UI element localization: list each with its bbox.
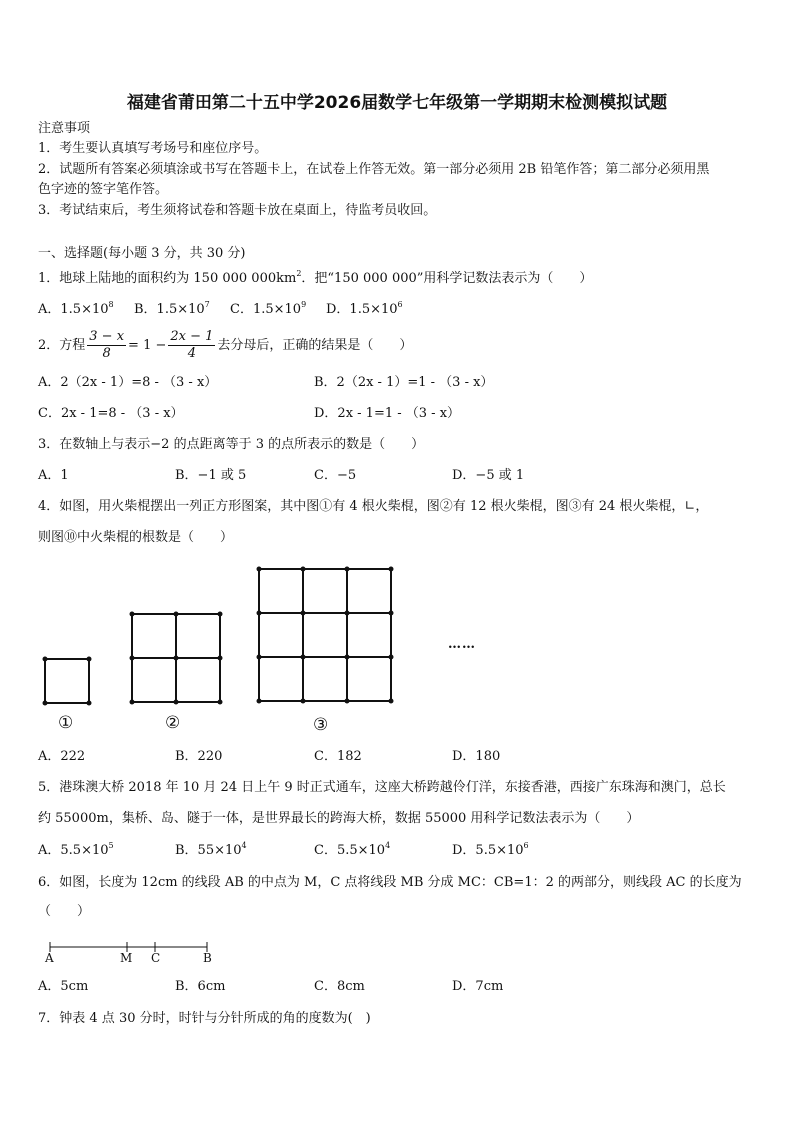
question-2 bbox=[38, 326, 412, 366]
q6-option-d[interactable]: D．7cm bbox=[452, 979, 504, 994]
question-7: 7．钟表 4 点 30 分时，时针与分针所成的角的度数为( ) bbox=[38, 1011, 371, 1026]
point-a-label: A bbox=[45, 951, 54, 965]
q2-option-a[interactable]: A．2（2x - 1）=8 - （3 - x） bbox=[38, 375, 218, 390]
point-c-label: C bbox=[151, 951, 161, 965]
figure-1-label: ① bbox=[58, 713, 74, 733]
q1-text-a: 1．地球上陆地的面积约为 150 000 000km bbox=[38, 271, 297, 286]
question-5-line-2: 约 55000m，集桥、岛、隧于一体，是世界最长的跨海大桥，数据 55000 用科学记数法表示为（ ） bbox=[38, 811, 640, 826]
q3-option-a[interactable]: A．1 bbox=[38, 468, 69, 483]
q6-option-c[interactable]: C．8cm bbox=[314, 979, 365, 994]
q2-fraction-2: $\frac{2x - 1}{4}$ bbox=[170, 329, 214, 361]
q5-option-b[interactable]: B．$55\times 10^4$ bbox=[175, 841, 247, 858]
question-4-line-1: 4．如图，用火柴棍摆出一列正方形图案，其中图①有 4 根火柴棍，图②有 12 根火柴棍，图③有 24 根火柴棍，∟， bbox=[38, 499, 709, 514]
q1-text-b: ．把“150 000 000”用科学记数法表示为（ ） bbox=[301, 271, 593, 286]
q2-middle: = 1 − bbox=[128, 338, 167, 353]
q1-option-d[interactable]: D．$1.5\times 10^6$ bbox=[326, 300, 403, 317]
question-5-line-1: 5．港珠澳大桥 2018 年 10 月 24 日上午 9 时正式通车，这座大桥跨越伶仃洋，东接香港，西接广东珠海和澳门，总长 bbox=[38, 780, 726, 795]
figure-3-dots bbox=[257, 567, 394, 704]
notice-heading: 注意事项 bbox=[38, 121, 91, 136]
figure-1-dots bbox=[43, 657, 92, 706]
q1-option-b[interactable]: B．$1.5\times 10^7$ bbox=[134, 300, 210, 317]
q1-sup: 2 bbox=[296, 269, 302, 278]
figure-ellipsis: …… bbox=[448, 637, 476, 652]
q1-option-a[interactable]: A．$1.5\times 10^8$ bbox=[38, 300, 114, 317]
notice-item-2: 2．试题所有答案必须填涂或书写在答题卡上，在试卷上作答无效。第一部分必须用 2B 铅笔作答；第二部分必须用黑 bbox=[38, 162, 710, 177]
q2-prefix: 2．方程 bbox=[38, 338, 86, 353]
segment-diagram bbox=[40, 932, 260, 972]
q4-option-a[interactable]: A．222 bbox=[38, 749, 86, 764]
question-4-line-2: 则图⑩中火柴棍的根数是（ ） bbox=[38, 530, 234, 545]
figure-2-label: ② bbox=[165, 713, 181, 733]
q5-option-a[interactable]: A．$5.5\times 10^5$ bbox=[38, 841, 114, 858]
q2-option-b[interactable]: B．2（2x - 1）=1 - （3 - x） bbox=[314, 375, 494, 390]
q2-fraction-1: $\frac{3 - x}{8}$ bbox=[89, 329, 125, 361]
question-6-line-1: 6．如图，长度为 12cm 的线段 AB 的中点为 M，C 点将线段 MB 分成 MC：CB=1：2 的两部分，则线段 AC 的长度为 bbox=[38, 875, 742, 890]
q6-option-b[interactable]: B．6cm bbox=[175, 979, 226, 994]
q3-option-b[interactable]: B．−1 或 5 bbox=[175, 468, 247, 483]
q6-option-a[interactable]: A．5cm bbox=[38, 979, 89, 994]
question-6-line-2: （ ） bbox=[38, 904, 91, 919]
figure-3-grid bbox=[259, 569, 391, 701]
question-3: 3．在数轴上与表示−2 的点距离等于 3 的点所表示的数是（ ） bbox=[38, 437, 425, 452]
q2-option-d[interactable]: D．2x - 1=1 - （3 - x） bbox=[314, 406, 461, 421]
figure-3-label: ③ bbox=[313, 715, 329, 735]
section-heading: 一、选择题(每小题 3 分，共 30 分) bbox=[38, 246, 246, 261]
notice-item-3: 3．考试结束后，考生须将试卷和答题卡放在桌面上，待监考员收回。 bbox=[38, 203, 437, 218]
q1-option-c[interactable]: C．$1.5\times 10^9$ bbox=[230, 300, 307, 317]
q3-option-d[interactable]: D．−5 或 1 bbox=[452, 468, 525, 483]
q4-option-b[interactable]: B．220 bbox=[175, 749, 223, 764]
point-b-label: B bbox=[203, 951, 212, 965]
q5-option-d[interactable]: D．$5.5\times 10^6$ bbox=[452, 841, 529, 858]
q5-option-c[interactable]: C．$5.5\times 10^4$ bbox=[314, 841, 391, 858]
point-m-label: M bbox=[120, 951, 133, 965]
q4-option-d[interactable]: D．180 bbox=[452, 749, 501, 764]
q3-option-c[interactable]: C．−5 bbox=[314, 468, 357, 483]
notice-item-2-cont: 色字迹的签字笔作答。 bbox=[38, 182, 169, 197]
figure-1-square bbox=[45, 659, 89, 703]
notice-item-1: 1．考生要认真填写考场号和座位序号。 bbox=[38, 141, 268, 156]
exam-title: 福建省莆田第二十五中学2026届数学七年级第一学期期末检测模拟试题 bbox=[126, 93, 668, 113]
q2-option-c[interactable]: C．2x - 1=8 - （3 - x） bbox=[38, 406, 184, 421]
matchstick-figure bbox=[0, 555, 794, 755]
q4-option-c[interactable]: C．182 bbox=[314, 749, 362, 764]
q2-suffix: 去分母后，正确的结果是（ ） bbox=[217, 338, 413, 353]
question-1 bbox=[38, 270, 592, 288]
